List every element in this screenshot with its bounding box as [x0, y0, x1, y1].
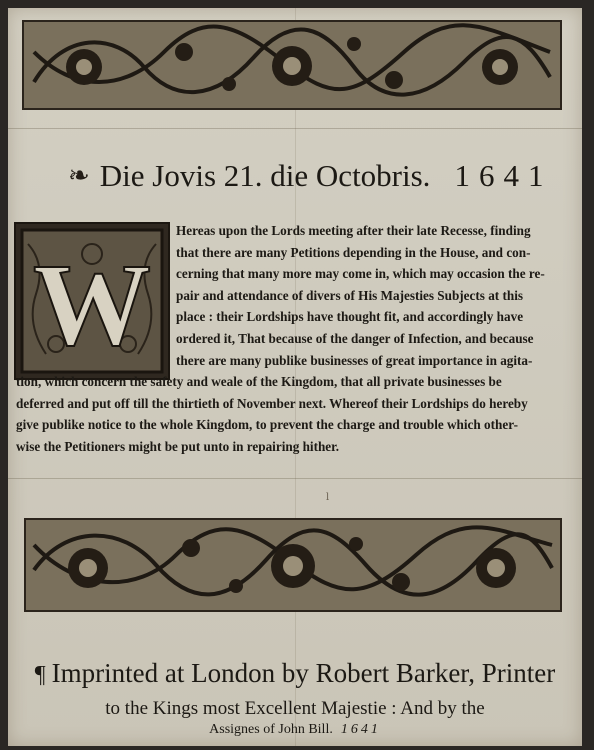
imprint-year: 1641 [340, 722, 381, 737]
imprint-line-2: to the Kings most Excellent Majestie : And by the [105, 698, 485, 719]
body-line: deferred and put off till the thirtieth of November next. Whereof their Lordships do hereby [16, 395, 528, 411]
body-line: wise the Petitioners might be put unto in repairing hither. [16, 438, 340, 454]
proclamation-body [16, 220, 572, 458]
fleuron-icon: ❧ [68, 161, 90, 190]
imprint-assignes: Assignes of John Bill. [209, 722, 333, 737]
body-line: there are many publike businesses of great importance in agita- [176, 352, 533, 368]
body-line: cerning that many more may come in, which may occasion the re- [176, 266, 545, 282]
date-heading [68, 154, 553, 198]
date-heading-year: 1641 [454, 158, 553, 193]
woodcut-footer-ornament [24, 518, 562, 612]
body-line: Hereas upon the Lords meeting after their late Recesse, finding [176, 223, 531, 238]
svg-text:W: W [33, 239, 151, 370]
imprint-line-3 [8, 722, 582, 738]
body-line: that there are many Petitions depending in the House, and con- [176, 244, 531, 260]
woodcut-header-ornament [22, 20, 562, 110]
imprint-line-1 [8, 658, 582, 689]
date-heading-text: Die Jovis 21. die Octobris. [99, 158, 431, 193]
body-line: tion, which concern the safety and weale of the Kingdom, that all private businesses be [16, 374, 502, 390]
body-line: place : their Lordships have thought fit, and accordingly have [176, 309, 524, 325]
pilcrow-icon: ¶ [34, 662, 46, 688]
imprint-text: Imprinted at London by Robert Barker, Printer [51, 658, 556, 688]
body-line: ordered it, That because of the danger of Infection, and because [176, 330, 534, 346]
broadside-sheet [8, 8, 582, 746]
stray-mark: ⅼ [326, 492, 330, 503]
body-line: give publike notice to the whole Kingdom, to prevent the charge and trouble which other- [16, 417, 518, 433]
body-line: pair and attendance of divers of His Majesties Subjects at this [176, 287, 524, 303]
